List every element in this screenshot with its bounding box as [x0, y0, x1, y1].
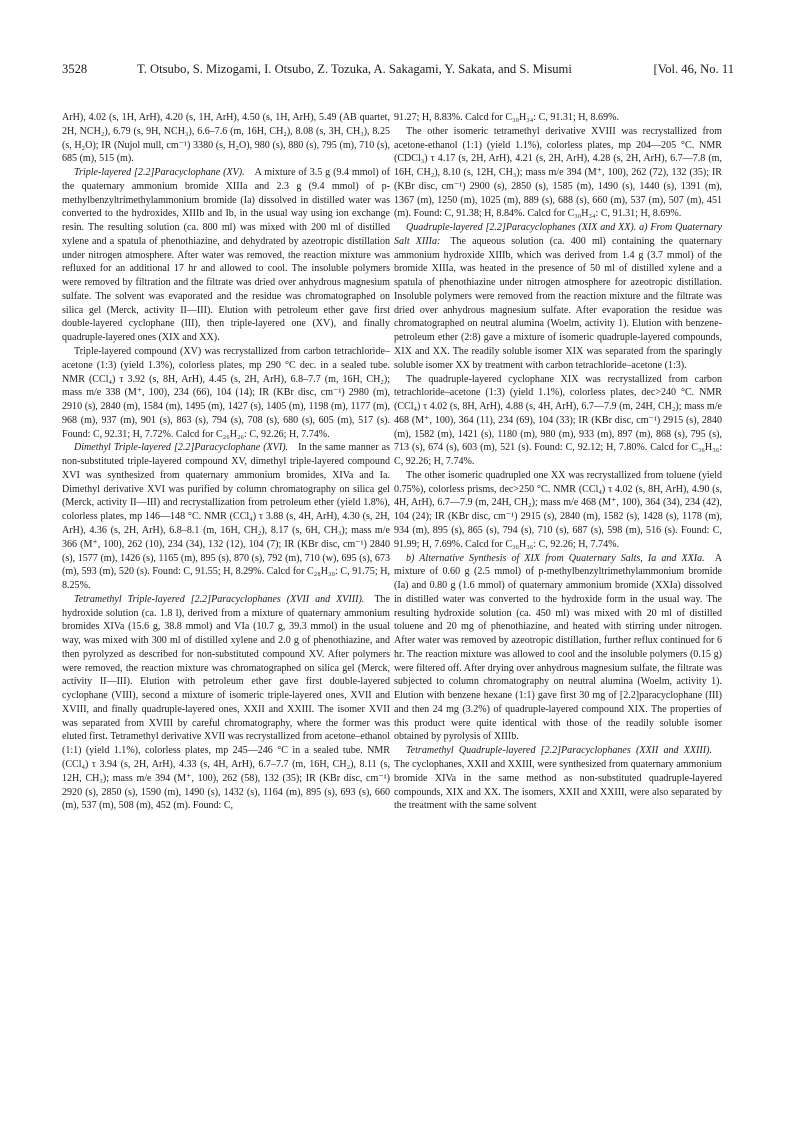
left-column — [62, 111, 390, 813]
paragraph-text: A mixture of 0.60 g (2.5 mmol) of p-methylbenzyltrimethylammonium bromide (Ia) and 0.80 g (1.6 mmol) of quaternary ammonium bromide (XXIa) dissolved in distilled water was converted to the hydroxide form in the usual way. The resulting hydroxide solution (ca. 450 ml) was mixed with 20 ml of distilled toluene and 20 mg of phenothiazine, and heated with stirring under nitrogen. After water was removed by azeotropic distillation, further reflux continued for 6 hr. The reaction mixture was allowed to cool and the insoluble polymers (0.15 g) were filtered off. After drying over anhydrous magnesium sulfate, the filtrate was subjected to column chromatography on neutral alumina (Woelm, activity 1). Elution with benzene hexane (1:1) gave first 30 mg of [2.2]paracyclophane (III) and then 24 mg (3.2%) of quadruple-layered compound XIX. The properties of this product were quite identical with those of the readily soluble isomer obtained by pyrolysis of XIIIb. — [394, 552, 722, 743]
running-header — [62, 61, 734, 77]
section-paragraph — [394, 552, 722, 745]
section-heading: Dimethyl Triple-layered [2.2]Paracyclophane (XVI). — [74, 442, 289, 454]
section-paragraph — [62, 166, 390, 345]
paragraph — [394, 373, 722, 469]
section-heading: Triple-layered [2.2]Paracyclophane (XV). — [74, 167, 245, 179]
paragraph — [62, 345, 390, 441]
paragraph-text: 91.27; H, 8.83%. Calcd for C₃₀H₃₄: C, 91.31; H, 8.69%. — [394, 112, 619, 123]
paragraph-text: The hydroxide solution (ca. 1.8 l), derived from a mixture of quaternary ammonium bromides XIVa (15.6 g, 38.8 mmol) and VIa (10.7 g, 39.3 mmol) in the usual way, was mixed with 300 ml of distilled xylene and 2.0 g of phenothiazine, and then pyrolyzed as described for non-substituted compound XV. After polymers were removed, the reaction mixture was chromatographed on silica gel (Merck, activity II—III). Elution with petroleum ether gave first double-layered cyclophane (VIII), second a mixture of isomeric triple-layered ones, XVII and XVIII, and finally quadruple-layered ones, XXII and XXIII. The isomer XVII was separated from XVIII by careful chromatography, where the former was eluted first. Tetramethyl derivative XVII was recrystallized from acetone–ethanol (1:1) (yield 1.1%), colorless plates, mp 245—246 °C in a sealed tube. NMR (CCl₄) τ 3.94 (s, 2H, ArH), 4.33 (s, 4H, ArH), 6.7–7.7 (m, 16H, CH₂), 8.11 (s, 12H, CH₃); mass m/e 394 (M⁺, 100), 262 (58), 132 (35); IR (KBr disc, cm⁻¹) 2920 (s), 2850 (s), 1590 (m), 1490 (s), 1432 (s), 1164 (m), 895 (s), 693 (s), 660 (m), 537 (m), 508 (m), 452 (m). Found: C, — [62, 593, 390, 812]
section-heading: b) Alternative Synthesis of XIX from Quaternary Salts, Ia and XXIa. — [406, 552, 705, 564]
paragraph-continuation — [62, 111, 390, 166]
paragraph-text: In the same manner as non-substituted triple-layered compound XV, dimethyl triple-layered compound XVI was synthesized from quaternary ammonium bromides, XIVa and Ia. Dimethyl derivative XVI was purified by column chromatography on silica gel (Merck, activity II—III) and recrystallization from petroleum ether (yield 1.8%), colorless plates, mp 146—148 °C. NMR (CCl₄) τ 3.88 (s, 4H, ArH), 4.30 (s, 2H, ArH), 4.36 (s, 2H, ArH), 6.8–8.1 (m, 16H, CH₂), 8.17 (s, 6H, CH₃); mass m/e 366 (M⁺, 100), 262 (10), 234 (34), 132 (12), 104 (7); IR (KBr disc, cm⁻¹) 2840 (s), 1577 (m), 1426 (s), 1165 (m), 895 (s), 870 (s), 792 (m), 710 (w), 695 (s), 673 (m), 593 (m), 520 (s). Found: C, 91.55; H, 8.29%. Calcd for C₂₈H₃₀: C, 91.75; H, 8.25%. — [62, 442, 390, 592]
section-heading: Tetramethyl Triple-layered [2.2]Paracyclophanes (XVII and XVIII). — [74, 593, 365, 605]
right-column — [394, 111, 722, 813]
section-heading: Quadruple-layered [2.2]Paracyclophanes (XIX and XX). a) From Quaternary Salt XIIIa: — [394, 222, 722, 247]
section-paragraph — [62, 441, 390, 592]
section-paragraph — [394, 221, 722, 372]
page-number: 3528 — [62, 62, 88, 76]
paragraph-text: The cyclophanes, XXII and XXIII, were synthesized from quaternary ammonium bromide XIVa in the same method as non-substituted quadruple-layered compounds, XIX and XX. The isomers, XXII and XXIII, were also separated by the treatment with the same solvent — [394, 758, 722, 812]
paragraph-continuation — [394, 111, 722, 125]
paragraph-text: The aqueous solution (ca. 400 ml) containing the quaternary ammonium hydroxide XIIIb, which was derived from 1.4 g (3.7 mmol) of the bromide XIIIa, was heated in the presence of 50 ml of distilled xylene and a spatula of phenothiazine under nitrogen atmosphere for azeotropic distillation. Insoluble polymers were removed from the reaction mixture and the filtrate was dried over anhydrous magnesium sulfate. After evaporation the residue was chromatographed on neutral alumina (Woelm, activity 1). Elution with benzene-petroleum ether (2:8) gave a mixture of isomeric quadruple-layered compounds, XIX and XX. The readily soluble isomer XIX was separated from the sparingly soluble isomer XX by treatment with carbon tetrachloride–acetone (1:3). — [394, 235, 723, 371]
paragraph — [394, 469, 722, 552]
volume-info: [Vol. 46, No. 11 — [653, 62, 734, 76]
paragraph-text: The other isomeric quadrupled one XX was recrystallized from toluene (yield 0.75%), colorless prisms, dec>250 °C. NMR (CCl₄) τ 4.02 (s, 8H, ArH), 4.90 (s, 4H, ArH), 6.7—7.9 (m, 24H, CH₂); mass m/e 468 (M⁺, 100), 364 (34), 234 (42), 104 (24); IR (KBr disc, cm⁻¹) 2915 (s), 2840 (m), 1582 (s), 1428 (s), 1178 (m), 934 (m), 895 (s), 865 (s), 794 (s), 710 (s), 687 (s), 598 (m), 516 (s). Found: C, 91.99; H, 7.69%. Calcd for C₃₆H₃₆: C, 92.26; H, 7.74%. — [394, 469, 722, 550]
section-paragraph — [394, 744, 722, 813]
paragraph-text: ArH), 4.02 (s, 1H, ArH), 4.20 (s, 1H, ArH), 4.50 (s, 1H, ArH), 5.49 (AB quartet, 2H, NCH₂), 6.79 (s, 9H, NCH₃), 6.6–7.6 (m, 16H, CH₂), 8.08 (s, 3H, CH₃), 8.25 (s, H₂O); IR (Nujol mull, cm⁻¹) 3380 (s, H₂O), 980 (s), 880 (s), 795 (m), 710 (s), 685 (m), 515 (m). — [62, 112, 390, 165]
paragraph — [394, 125, 722, 221]
running-authors: T. Otsubo, S. Mizogami, I. Otsubo, Z. Tozuka, A. Sakagami, Y. Sakata, and S. Misumi — [137, 62, 572, 76]
paragraph-text: The other isomeric tetramethyl derivative XVIII was recrystallized from acetone-ethanol (1:1) (yield 1.1%), colorless plates, mp 204—205 °C. NMR (CDCl₃) τ 4.17 (s, 2H, ArH), 4.21 (s, 2H, ArH), 4.28 (s, 2H, ArH), 6.7—7.8 (m, 16H, CH₂), 8.10 (s, 12H, CH₃); mass m/e 394 (M⁺, 100), 262 (72), 132 (35); IR (KBr disc, cm⁻¹) 2900 (s), 2850 (s), 1585 (m), 1490 (s), 1440 (s), 1391 (m), 1367 (m), 1250 (m), 1025 (m), 889 (s), 688 (s), 660 (m), 537 (m), 507 (m), 451 (m). Found: C, 91.38; H, 8.84%. Calcd for C₃₀H₃₄: C, 91.31; H, 8.69%. — [394, 125, 722, 220]
section-paragraph — [62, 593, 390, 813]
paragraph-text: A mixture of 3.5 g (9.4 mmol) of the quaternary ammonium bromide XIIIa and 2.3 g (9.4 mmol) of p-methylbenzyltrimethylammonium bromide (Ia) dissolved in distilled water was converted to the hydroxides, XIIIb and Ib, in the usual way using ion exchange resin. The resulting solution (ca. 800 ml) was mixed with 200 ml of distilled xylene and a spatula of phenothiazine, and dehydrated by azeotropic distillation under nitrogen atmosphere. After water was removed, the reaction mixture was refluxed for an additional 17 hr and allowed to cool. The insoluble polymers were removed by filtration and the filtrate was dried over anhydrous magnesium sulfate. The solvent was evaporated and the residue was chromatographed on silica gel (Merck, activity II—III). Elution with petroleum ether gave first double-layered cyclophane (III), then triple-layered one (XV), and finally quadruple-layered ones (XIX and XX). — [62, 167, 390, 344]
paragraph-text: The quadruple-layered cyclophane XIX was recrystallized from carbon tetrachloride–acetone (1:3) (yield 1.1%), colorless plates, dec>240 °C. NMR (CCl₄) τ 4.02 (s, 8H, ArH), 4.88 (s, 4H, ArH), 6.7—7.9 (m, 24H, CH₂); mass m/e 468 (M⁺, 100), 364 (11), 234 (69), 104 (33); IR (KBr disc, cm⁻¹) 2915 (s), 2840 (m), 1582 (m), 1421 (s), 1180 (m), 980 (m), 933 (m), 897 (m), 868 (s), 795 (s), 713 (s), 674 (s), 603 (m), 521 (s). Found: C, 92.12; H, 7.80%. Calcd for C₃₆H₃₆: C, 92.26; H, 7.74%. — [394, 373, 722, 468]
paragraph-text: Triple-layered compound (XV) was recrystallized from carbon tetrachloride–acetone (1:3) (yield 1.3%), colorless plates, mp 290 °C dec. in a sealed tube. NMR (CCl₄) τ 3.92 (s, 8H, ArH), 4.45 (s, 2H, ArH), 6.8–7.7 (m, 16H, CH₂); mass m/e 338 (M⁺, 100), 234 (66), 104 (14); IR (KBr disc, cm⁻¹) 2980 (m), 2910 (s), 2840 (m), 1584 (m), 1495 (m), 1427 (s), 1405 (m), 1198 (m), 1177 (m), 968 (m), 937 (m), 901 (s), 863 (s), 794 (s), 708 (s), 680 (s), 605 (m), 517 (s). Found: C, 92.31; H, 7.72%. Calcd for C₂₆H₂₆: C, 92.26; H, 7.74%. — [62, 346, 390, 440]
section-heading: Tetramethyl Quadruple-layered [2.2]Paracyclophanes (XXII and XXIII). — [406, 745, 712, 757]
